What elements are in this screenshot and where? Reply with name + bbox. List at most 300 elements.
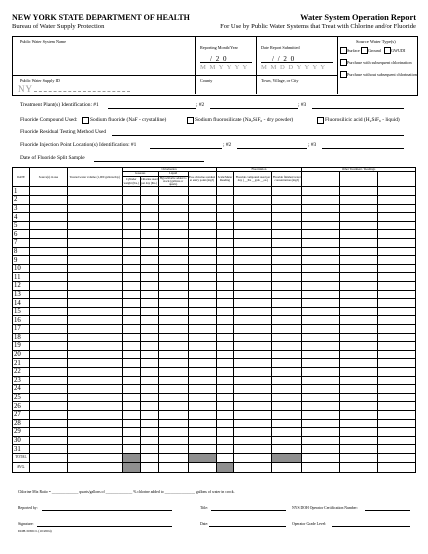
table-cell[interactable] (340, 316, 378, 325)
table-cell[interactable] (188, 230, 216, 239)
table-cell[interactable] (188, 247, 216, 256)
table-cell[interactable] (378, 359, 416, 368)
h2sif6-checkbox[interactable] (317, 117, 324, 124)
table-cell[interactable] (122, 350, 140, 359)
table-cell[interactable] (302, 333, 340, 342)
table-cell[interactable] (140, 221, 158, 230)
table-cell[interactable] (29, 376, 67, 385)
table-cell[interactable] (216, 230, 234, 239)
table-cell[interactable] (378, 290, 416, 299)
table-cell[interactable] (340, 213, 378, 222)
table-cell[interactable] (234, 187, 272, 196)
table-cell[interactable] (216, 428, 234, 437)
table-cell[interactable] (29, 316, 67, 325)
table-cell[interactable] (302, 359, 340, 368)
table-cell[interactable] (122, 445, 140, 454)
table-cell[interactable] (188, 256, 216, 265)
table-cell[interactable] (29, 350, 67, 359)
split-field[interactable] (94, 161, 204, 162)
table-cell[interactable] (216, 350, 234, 359)
table-cell[interactable] (216, 204, 234, 213)
table-cell[interactable] (67, 221, 122, 230)
table-cell[interactable] (158, 307, 188, 316)
avg-fl[interactable] (234, 463, 272, 473)
table-cell[interactable] (188, 350, 216, 359)
table-cell[interactable] (340, 230, 378, 239)
table-cell[interactable] (302, 213, 340, 222)
table-cell[interactable] (378, 196, 416, 205)
table-cell[interactable] (140, 342, 158, 351)
table-cell[interactable] (140, 196, 158, 205)
table-cell[interactable] (122, 256, 140, 265)
table-cell[interactable] (140, 402, 158, 411)
table-cell[interactable] (188, 213, 216, 222)
table-cell[interactable] (234, 359, 272, 368)
table-cell[interactable] (378, 410, 416, 419)
table-cell[interactable] (272, 290, 302, 299)
plant3-field[interactable] (312, 108, 404, 109)
table-cell[interactable] (234, 385, 272, 394)
table-cell[interactable] (302, 187, 340, 196)
table-cell[interactable] (272, 221, 302, 230)
table-cell[interactable] (302, 367, 340, 376)
total-o1[interactable] (302, 453, 340, 463)
table-cell[interactable] (378, 419, 416, 428)
table-cell[interactable] (29, 367, 67, 376)
table-cell[interactable] (140, 333, 158, 342)
table-cell[interactable] (122, 273, 140, 282)
table-cell[interactable] (340, 367, 378, 376)
supply-id-field[interactable] (34, 91, 130, 92)
table-cell[interactable] (140, 376, 158, 385)
table-cell[interactable] (188, 436, 216, 445)
table-cell[interactable] (302, 204, 340, 213)
inj2-field[interactable] (237, 148, 307, 149)
avg-conc[interactable] (272, 463, 302, 473)
table-cell[interactable] (122, 307, 140, 316)
table-cell[interactable] (234, 402, 272, 411)
table-cell[interactable] (122, 428, 140, 437)
table-cell[interactable] (188, 316, 216, 325)
table-cell[interactable] (122, 230, 140, 239)
table-cell[interactable] (158, 299, 188, 308)
table-cell[interactable] (122, 410, 140, 419)
table-cell[interactable] (67, 256, 122, 265)
avg-cl[interactable] (140, 463, 158, 473)
table-cell[interactable] (378, 342, 416, 351)
table-cell[interactable] (340, 204, 378, 213)
table-cell[interactable] (234, 316, 272, 325)
table-cell[interactable] (378, 393, 416, 402)
table-cell[interactable] (158, 316, 188, 325)
table-cell[interactable] (340, 436, 378, 445)
table-cell[interactable] (272, 187, 302, 196)
table-cell[interactable] (188, 410, 216, 419)
table-cell[interactable] (272, 264, 302, 273)
table-cell[interactable] (216, 221, 234, 230)
table-cell[interactable] (122, 239, 140, 248)
table-cell[interactable] (302, 393, 340, 402)
total-o2[interactable] (340, 453, 378, 463)
table-cell[interactable] (272, 256, 302, 265)
table-cell[interactable] (302, 324, 340, 333)
table-cell[interactable] (272, 316, 302, 325)
table-cell[interactable] (216, 247, 234, 256)
table-cell[interactable] (67, 213, 122, 222)
table-cell[interactable] (140, 239, 158, 248)
table-cell[interactable] (122, 342, 140, 351)
table-cell[interactable] (302, 428, 340, 437)
table-cell[interactable] (158, 367, 188, 376)
table-cell[interactable] (158, 221, 188, 230)
table-cell[interactable] (340, 419, 378, 428)
table-cell[interactable] (67, 445, 122, 454)
table-cell[interactable] (272, 385, 302, 394)
table-cell[interactable] (29, 410, 67, 419)
table-cell[interactable] (67, 264, 122, 273)
table-cell[interactable] (188, 239, 216, 248)
table-cell[interactable] (378, 273, 416, 282)
table-cell[interactable] (67, 324, 122, 333)
table-cell[interactable] (216, 316, 234, 325)
table-cell[interactable] (188, 307, 216, 316)
table-cell[interactable] (122, 282, 140, 291)
reporting-month-field[interactable]: / 2 0 (210, 55, 228, 63)
table-cell[interactable] (302, 350, 340, 359)
table-cell[interactable] (158, 213, 188, 222)
table-cell[interactable] (29, 307, 67, 316)
table-cell[interactable] (140, 410, 158, 419)
date-field[interactable] (209, 526, 286, 527)
table-cell[interactable] (378, 299, 416, 308)
purchase-chlor-checkbox[interactable] (340, 59, 347, 66)
table-cell[interactable] (272, 204, 302, 213)
table-cell[interactable] (340, 282, 378, 291)
gwudi-checkbox[interactable] (384, 47, 391, 54)
table-cell[interactable] (158, 402, 188, 411)
table-cell[interactable] (158, 273, 188, 282)
table-cell[interactable] (188, 385, 216, 394)
table-cell[interactable] (234, 204, 272, 213)
table-cell[interactable] (188, 273, 216, 282)
table-cell[interactable] (67, 247, 122, 256)
table-cell[interactable] (234, 419, 272, 428)
table-cell[interactable] (302, 410, 340, 419)
table-cell[interactable] (29, 290, 67, 299)
table-cell[interactable] (216, 419, 234, 428)
table-cell[interactable] (67, 402, 122, 411)
table-cell[interactable] (29, 221, 67, 230)
table-cell[interactable] (234, 436, 272, 445)
table-cell[interactable] (67, 419, 122, 428)
inj1-field[interactable] (150, 148, 222, 149)
table-cell[interactable] (340, 445, 378, 454)
table-cell[interactable] (302, 436, 340, 445)
table-cell[interactable] (67, 410, 122, 419)
table-cell[interactable] (302, 239, 340, 248)
grade-field[interactable] (332, 526, 410, 527)
table-cell[interactable] (378, 350, 416, 359)
table-cell[interactable] (340, 385, 378, 394)
table-cell[interactable] (140, 316, 158, 325)
table-cell[interactable] (140, 256, 158, 265)
table-cell[interactable] (67, 230, 122, 239)
table-cell[interactable] (216, 196, 234, 205)
table-cell[interactable] (272, 324, 302, 333)
table-cell[interactable] (67, 282, 122, 291)
avg-volume[interactable] (67, 463, 122, 473)
total-scale[interactable] (216, 453, 234, 463)
date-submitted-field[interactable]: / / 2 0 (272, 55, 296, 63)
table-cell[interactable] (340, 350, 378, 359)
title-field[interactable] (211, 510, 286, 511)
table-cell[interactable] (234, 264, 272, 273)
table-cell[interactable] (378, 428, 416, 437)
table-cell[interactable] (272, 299, 302, 308)
table-cell[interactable] (122, 204, 140, 213)
table-cell[interactable] (188, 324, 216, 333)
table-cell[interactable] (378, 221, 416, 230)
table-cell[interactable] (67, 196, 122, 205)
table-cell[interactable] (67, 342, 122, 351)
table-cell[interactable] (216, 385, 234, 394)
table-cell[interactable] (234, 350, 272, 359)
table-cell[interactable] (272, 350, 302, 359)
table-cell[interactable] (234, 333, 272, 342)
table-cell[interactable] (188, 359, 216, 368)
table-cell[interactable] (140, 273, 158, 282)
table-cell[interactable] (234, 410, 272, 419)
table-cell[interactable] (188, 204, 216, 213)
table-cell[interactable] (340, 324, 378, 333)
table-cell[interactable] (158, 445, 188, 454)
table-cell[interactable] (140, 359, 158, 368)
table-cell[interactable] (272, 445, 302, 454)
table-cell[interactable] (340, 239, 378, 248)
table-cell[interactable] (272, 273, 302, 282)
table-cell[interactable] (302, 247, 340, 256)
table-cell[interactable] (67, 359, 122, 368)
table-cell[interactable] (272, 419, 302, 428)
table-cell[interactable] (216, 299, 234, 308)
na2sif6-checkbox[interactable] (187, 117, 194, 124)
table-cell[interactable] (272, 428, 302, 437)
table-cell[interactable] (188, 393, 216, 402)
table-cell[interactable] (158, 256, 188, 265)
table-cell[interactable] (272, 333, 302, 342)
table-cell[interactable] (216, 256, 234, 265)
table-cell[interactable] (140, 445, 158, 454)
table-cell[interactable] (378, 230, 416, 239)
table-cell[interactable] (140, 187, 158, 196)
table-cell[interactable] (29, 324, 67, 333)
table-cell[interactable] (158, 376, 188, 385)
table-cell[interactable] (158, 419, 188, 428)
avg-source[interactable] (29, 463, 67, 473)
total-hypo[interactable] (158, 453, 188, 463)
table-cell[interactable] (67, 187, 122, 196)
table-cell[interactable] (272, 359, 302, 368)
table-cell[interactable] (67, 290, 122, 299)
table-cell[interactable] (158, 333, 188, 342)
table-cell[interactable] (272, 307, 302, 316)
table-cell[interactable] (234, 324, 272, 333)
table-cell[interactable] (340, 402, 378, 411)
table-cell[interactable] (67, 436, 122, 445)
table-cell[interactable] (29, 436, 67, 445)
table-cell[interactable] (158, 342, 188, 351)
table-cell[interactable] (140, 230, 158, 239)
table-cell[interactable] (122, 213, 140, 222)
table-cell[interactable] (302, 419, 340, 428)
table-cell[interactable] (302, 264, 340, 273)
table-cell[interactable] (272, 402, 302, 411)
table-cell[interactable] (158, 359, 188, 368)
total-fl[interactable] (234, 453, 272, 463)
table-cell[interactable] (340, 290, 378, 299)
table-cell[interactable] (378, 316, 416, 325)
table-cell[interactable] (216, 239, 234, 248)
table-cell[interactable] (122, 264, 140, 273)
table-cell[interactable] (188, 282, 216, 291)
table-cell[interactable] (158, 230, 188, 239)
table-cell[interactable] (122, 196, 140, 205)
table-cell[interactable] (378, 402, 416, 411)
total-source[interactable] (29, 453, 67, 463)
table-cell[interactable] (234, 428, 272, 437)
signature-field[interactable] (37, 526, 172, 527)
table-cell[interactable] (188, 445, 216, 454)
table-cell[interactable] (302, 376, 340, 385)
table-cell[interactable] (216, 436, 234, 445)
table-cell[interactable] (29, 333, 67, 342)
table-cell[interactable] (158, 385, 188, 394)
table-cell[interactable] (122, 385, 140, 394)
table-cell[interactable] (67, 299, 122, 308)
table-cell[interactable] (140, 419, 158, 428)
table-cell[interactable] (340, 342, 378, 351)
table-cell[interactable] (302, 290, 340, 299)
table-cell[interactable] (140, 264, 158, 273)
table-cell[interactable] (122, 187, 140, 196)
table-cell[interactable] (158, 264, 188, 273)
table-cell[interactable] (234, 376, 272, 385)
table-cell[interactable] (216, 393, 234, 402)
table-cell[interactable] (378, 213, 416, 222)
table-cell[interactable] (378, 376, 416, 385)
table-cell[interactable] (340, 187, 378, 196)
table-cell[interactable] (29, 247, 67, 256)
plant1-field[interactable] (108, 108, 196, 109)
purchase-nochlor-checkbox[interactable] (340, 71, 347, 78)
reported-by-field[interactable] (42, 510, 172, 511)
table-cell[interactable] (378, 324, 416, 333)
table-cell[interactable] (340, 196, 378, 205)
table-cell[interactable] (188, 290, 216, 299)
table-cell[interactable] (378, 307, 416, 316)
table-cell[interactable] (140, 367, 158, 376)
table-cell[interactable] (378, 385, 416, 394)
table-cell[interactable] (122, 299, 140, 308)
table-cell[interactable] (140, 393, 158, 402)
table-cell[interactable] (122, 419, 140, 428)
table-cell[interactable] (216, 367, 234, 376)
table-cell[interactable] (302, 385, 340, 394)
table-cell[interactable] (378, 367, 416, 376)
table-cell[interactable] (378, 333, 416, 342)
table-cell[interactable] (340, 221, 378, 230)
table-cell[interactable] (29, 342, 67, 351)
table-cell[interactable] (216, 307, 234, 316)
table-cell[interactable] (272, 239, 302, 248)
table-cell[interactable] (216, 264, 234, 273)
table-cell[interactable] (158, 436, 188, 445)
table-cell[interactable] (234, 393, 272, 402)
table-cell[interactable] (188, 333, 216, 342)
table-cell[interactable] (378, 239, 416, 248)
table-cell[interactable] (29, 204, 67, 213)
table-cell[interactable] (29, 393, 67, 402)
table-cell[interactable] (67, 393, 122, 402)
table-cell[interactable] (140, 204, 158, 213)
table-cell[interactable] (188, 299, 216, 308)
table-cell[interactable] (340, 376, 378, 385)
table-cell[interactable] (234, 213, 272, 222)
table-cell[interactable] (188, 187, 216, 196)
table-cell[interactable] (272, 393, 302, 402)
table-cell[interactable] (140, 290, 158, 299)
table-cell[interactable] (122, 247, 140, 256)
table-cell[interactable] (272, 213, 302, 222)
table-cell[interactable] (29, 230, 67, 239)
table-cell[interactable] (302, 282, 340, 291)
table-cell[interactable] (140, 428, 158, 437)
table-cell[interactable] (140, 436, 158, 445)
table-cell[interactable] (234, 230, 272, 239)
ground-checkbox[interactable] (361, 47, 368, 54)
table-cell[interactable] (302, 307, 340, 316)
table-cell[interactable] (378, 256, 416, 265)
table-cell[interactable] (340, 264, 378, 273)
table-cell[interactable] (216, 342, 234, 351)
inj3-field[interactable] (322, 148, 404, 149)
table-cell[interactable] (272, 247, 302, 256)
table-cell[interactable] (302, 299, 340, 308)
table-cell[interactable] (188, 428, 216, 437)
table-cell[interactable] (272, 282, 302, 291)
table-cell[interactable] (234, 247, 272, 256)
table-cell[interactable] (188, 402, 216, 411)
table-cell[interactable] (140, 385, 158, 394)
table-cell[interactable] (67, 367, 122, 376)
table-cell[interactable] (340, 333, 378, 342)
table-cell[interactable] (378, 436, 416, 445)
table-cell[interactable] (378, 187, 416, 196)
table-cell[interactable] (122, 367, 140, 376)
table-cell[interactable] (234, 445, 272, 454)
table-cell[interactable] (29, 359, 67, 368)
table-cell[interactable] (158, 290, 188, 299)
table-cell[interactable] (216, 282, 234, 291)
table-cell[interactable] (67, 239, 122, 248)
table-cell[interactable] (140, 247, 158, 256)
table-cell[interactable] (272, 230, 302, 239)
table-cell[interactable] (122, 376, 140, 385)
table-cell[interactable] (29, 428, 67, 437)
table-cell[interactable] (234, 239, 272, 248)
table-cell[interactable] (140, 307, 158, 316)
table-cell[interactable] (29, 256, 67, 265)
